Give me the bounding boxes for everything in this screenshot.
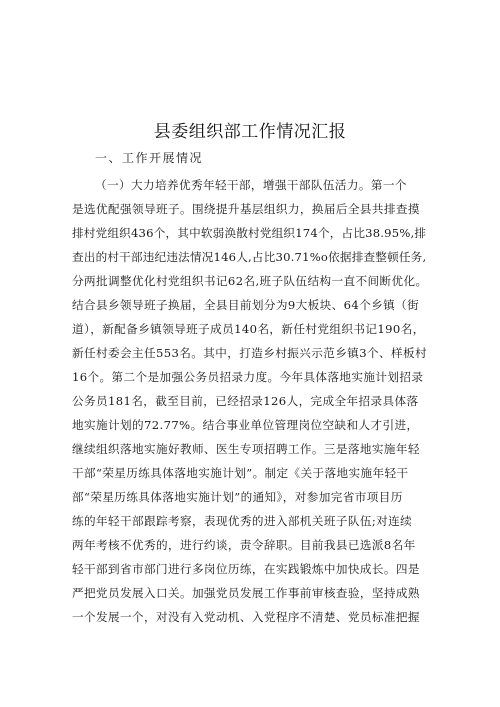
body-line: 部“荣星历练具体落地实施计划”的通知》，对参加完省市项目历 xyxy=(72,490,403,504)
body-line: 地实施计划的72.77%。结合事业单位管理岗位空缺和人才引进， xyxy=(72,418,419,432)
body-line: 查出的村干部违纪违法情况146人,占比30.71%o依据排查整顿任务, xyxy=(72,250,427,264)
document-title: 县委组织部工作情况汇报 xyxy=(153,122,347,142)
body-line: 分两批调整优化村党组织书记62名,班子队伍结构一直不间断优化。 xyxy=(72,274,428,288)
body-line: 结合县乡领导班子换届，全县目前划分为9大板块、64个乡镇（街 xyxy=(72,298,420,312)
body-line: 轻干部到省市部门进行多岗位历练，在实践锻炼中加快成长。四是 xyxy=(72,562,420,576)
body-line: 道），新配备乡镇领导班子成员140名，新任村党组织书记190名， xyxy=(72,322,425,336)
body-line: 新任村委会主任553名。其中，打造乡村振兴示范乡镇3个、样板村 xyxy=(72,346,427,360)
body-line: 16个。第二个是加强公务员招录力度。今年具体落地实施计划招录 xyxy=(72,370,424,384)
body-line: 两年考核不优秀的，进行约谈，责令辞职。目前我县已选派8名年 xyxy=(72,538,416,552)
body-line: 继续组织落地实施好教师、医生专项招聘工作。三是落地实施年轻 xyxy=(72,442,420,456)
body-line: （一）大力培养优秀年轻干部，增强干部队伍活力。第一个 xyxy=(95,178,407,192)
body-line: 练的年轻干部跟踪考察，表现优秀的进入部机关班子队伍;对连续 xyxy=(72,514,413,528)
section-heading: 一、工作开展情况 xyxy=(95,151,204,165)
body-line: 干部“荣星历练具体落地实施计划”。制定《关于落地实施年轻干 xyxy=(72,466,409,480)
body-line: 一个发展一个，对没有入党动机、入党程序不清楚、党员标准把握 xyxy=(72,610,420,624)
body-line: 公务员181名，截至目前，已经招录126人，完成全年招录具体落 xyxy=(72,394,419,408)
body-line: 排村党组织436个，其中软弱涣散村党组织174个，占比38.95%,排 xyxy=(72,226,427,240)
body-line: 是选优配强领导班子。围绕提升基层组织力，换届后全县共排查摸 xyxy=(72,202,420,216)
body-line: 严把党员发展入口关。加强党员发展工作事前审核查验，坚持成熟 xyxy=(72,586,420,600)
